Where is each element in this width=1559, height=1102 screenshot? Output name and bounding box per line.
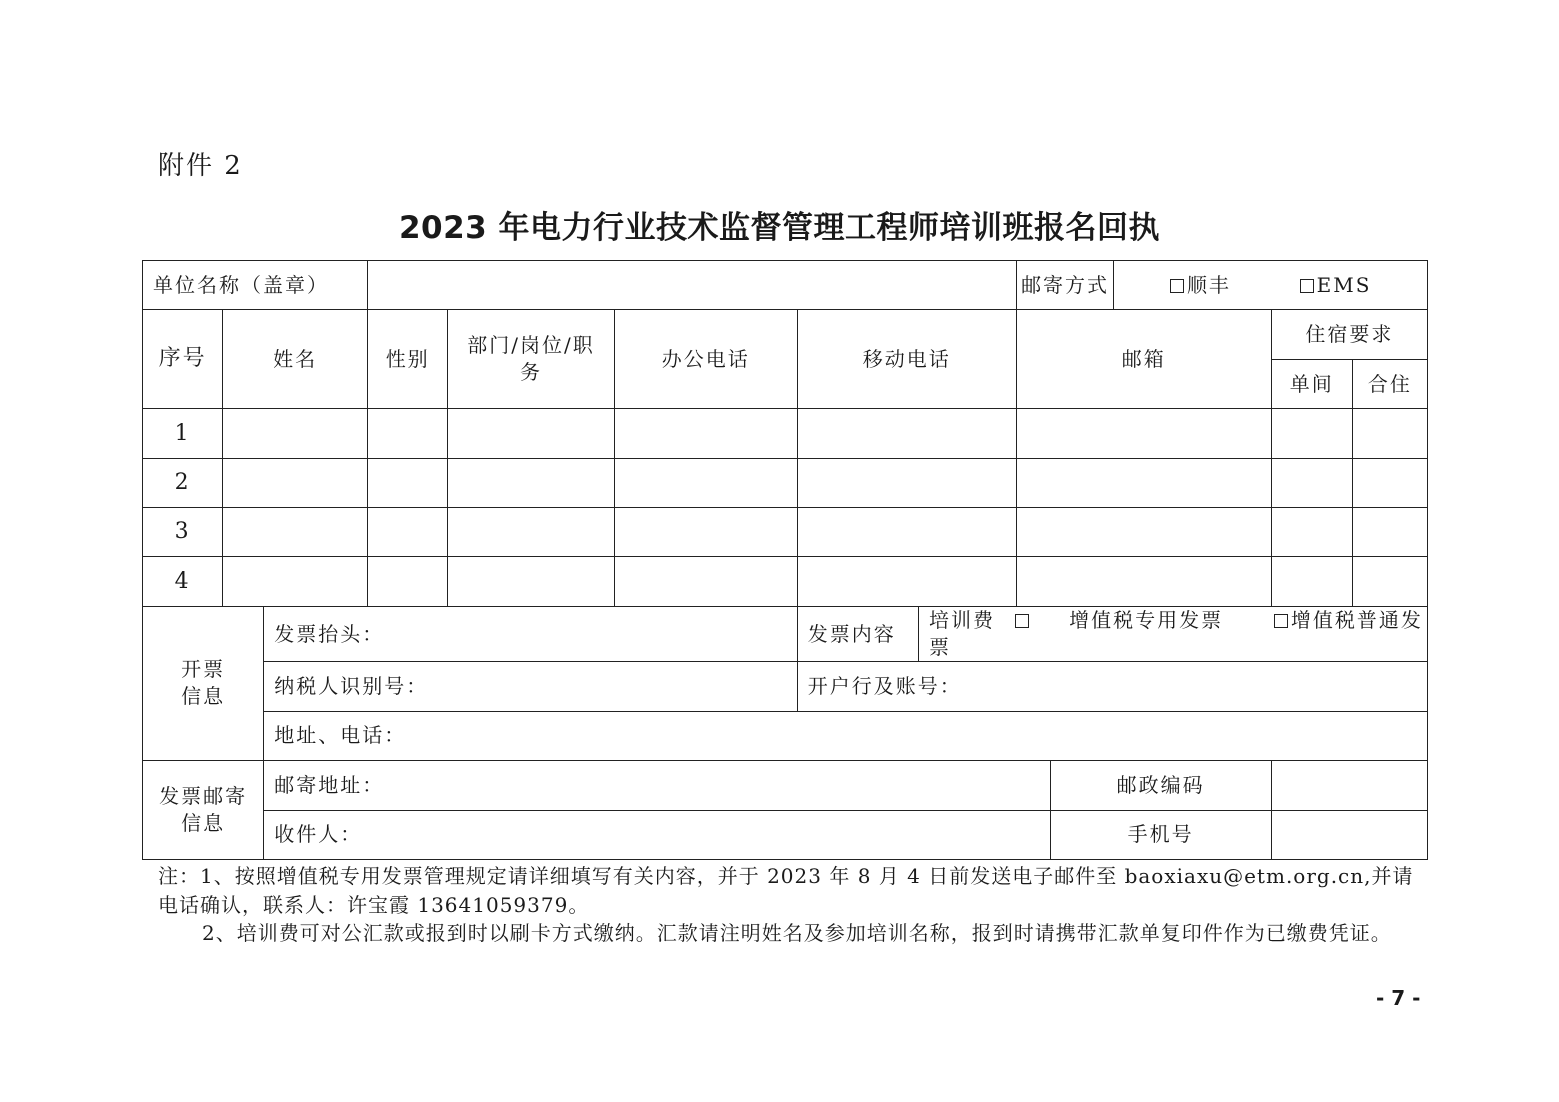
single-room-cell[interactable] [1271,557,1352,606]
name-cell[interactable] [223,458,368,507]
table-row [143,557,1428,606]
postcode-label: 邮政编码 [1050,761,1271,810]
dept-cell[interactable] [448,409,615,458]
invoice-content-options: 培训费 增值税专用发票 增值税普通发票 [919,606,1428,661]
unit-name-field[interactable] [368,261,1017,310]
invoice-row-3 [143,711,1428,760]
note-1-line-2: 电话确认，联系人：许宝霞 13641059379。 [158,893,590,917]
header-single-room: 单间 [1271,359,1352,408]
vat-normal-checkbox[interactable] [1274,614,1288,628]
table-row [143,409,1428,458]
row-number: 3 [143,508,223,557]
mobile-cell[interactable] [797,508,1016,557]
email-cell[interactable] [1016,508,1271,557]
dept-cell[interactable] [448,508,615,557]
row-number: 2 [143,458,223,507]
header-seq: 序号 [143,310,223,409]
registration-form [142,260,1428,860]
shared-room-cell[interactable] [1352,458,1427,507]
mailing-section-label: 发票邮寄 信息 [143,761,264,860]
page-number: - 7 - [1376,986,1421,1010]
mailing-address-field[interactable]: 邮寄地址： [264,761,1050,810]
single-room-cell[interactable] [1271,458,1352,507]
header-email: 邮箱 [1016,310,1271,409]
table-row [143,458,1428,507]
mailing-row-2 [143,810,1428,859]
shared-room-cell[interactable] [1352,557,1427,606]
mobile-field[interactable] [1271,810,1427,859]
vat-normal-option[interactable]: 增值税普通发票 [929,608,1423,660]
unit-name-label: 单位名称（盖章） [143,261,368,310]
page-title: 2023 年电力行业技术监督管理工程师培训班报名回执 [398,210,1161,246]
mailing-row-1 [143,761,1428,810]
ems-checkbox[interactable] [1300,279,1314,293]
header-dept: 部门/岗位/职 务 [448,310,615,409]
ems-option[interactable]: EMS [1300,273,1372,297]
office-phone-cell[interactable] [614,458,797,507]
invoice-content-label: 发票内容 [797,606,918,661]
single-room-cell[interactable] [1271,508,1352,557]
email-cell[interactable] [1016,409,1271,458]
gender-cell[interactable] [368,458,448,507]
invoice-row-2 [143,662,1428,711]
dept-cell[interactable] [448,557,615,606]
mobile-cell[interactable] [797,409,1016,458]
mail-method-options [1114,261,1428,310]
gender-cell[interactable] [368,557,448,606]
shared-room-cell[interactable] [1352,409,1427,458]
header-office-phone: 办公电话 [614,310,797,409]
mobile-cell[interactable] [797,557,1016,606]
mail-method-label: 邮寄方式 [1016,261,1114,310]
shared-room-cell[interactable] [1352,508,1427,557]
office-phone-cell[interactable] [614,409,797,458]
name-cell[interactable] [223,409,368,458]
table-row [143,508,1428,557]
office-phone-cell[interactable] [614,557,797,606]
gender-cell[interactable] [368,409,448,458]
mobile-cell[interactable] [797,458,1016,507]
invoice-section-label: 开票 信息 [143,606,264,760]
header-name: 姓名 [223,310,368,409]
sf-checkbox[interactable] [1170,279,1184,293]
note-2: 2、培训费可对公汇款或报到时以刷卡方式缴纳。汇款请注明姓名及参加培训名称，报到时请携带汇款单复印件作为已缴费凭证。 [202,921,1392,945]
single-room-cell[interactable] [1271,409,1352,458]
bank-account-field[interactable]: 开户行及账号： [797,662,1427,711]
header-row [143,310,1428,359]
note-1-line-1: 注：1、按照增值税专用发票管理规定请详细填写有关内容，并于 2023 年 8 月 4 日前发送电子邮件至 baoxiaxu@etm.org.cn,并请 [158,864,1414,888]
sf-option[interactable]: 顺丰 [1170,273,1231,297]
fee-checkbox[interactable] [1015,614,1029,628]
invoice-title-field[interactable]: 发票抬头： [264,606,797,661]
name-cell[interactable] [223,508,368,557]
header-mobile: 移动电话 [797,310,1016,409]
unit-row [143,261,1428,310]
postcode-field[interactable] [1271,761,1427,810]
header-gender: 性别 [368,310,448,409]
vat-special-option[interactable]: 增值税专用发票 [1069,608,1224,633]
row-number: 4 [143,557,223,606]
header-lodging: 住宿要求 [1271,310,1427,359]
office-phone-cell[interactable] [614,508,797,557]
row-number: 1 [143,409,223,458]
name-cell[interactable] [223,557,368,606]
gender-cell[interactable] [368,508,448,557]
email-cell[interactable] [1016,458,1271,507]
taxpayer-id-field[interactable]: 纳税人识别号： [264,662,797,711]
mobile-label: 手机号 [1050,810,1271,859]
header-shared-room: 合住 [1352,359,1427,408]
recipient-field[interactable]: 收件人： [264,810,1050,859]
dept-cell[interactable] [448,458,615,507]
address-phone-field[interactable]: 地址、电话： [264,711,1428,760]
attachment-label: 附件 2 [158,151,243,181]
email-cell[interactable] [1016,557,1271,606]
invoice-row-1 [143,606,1428,661]
